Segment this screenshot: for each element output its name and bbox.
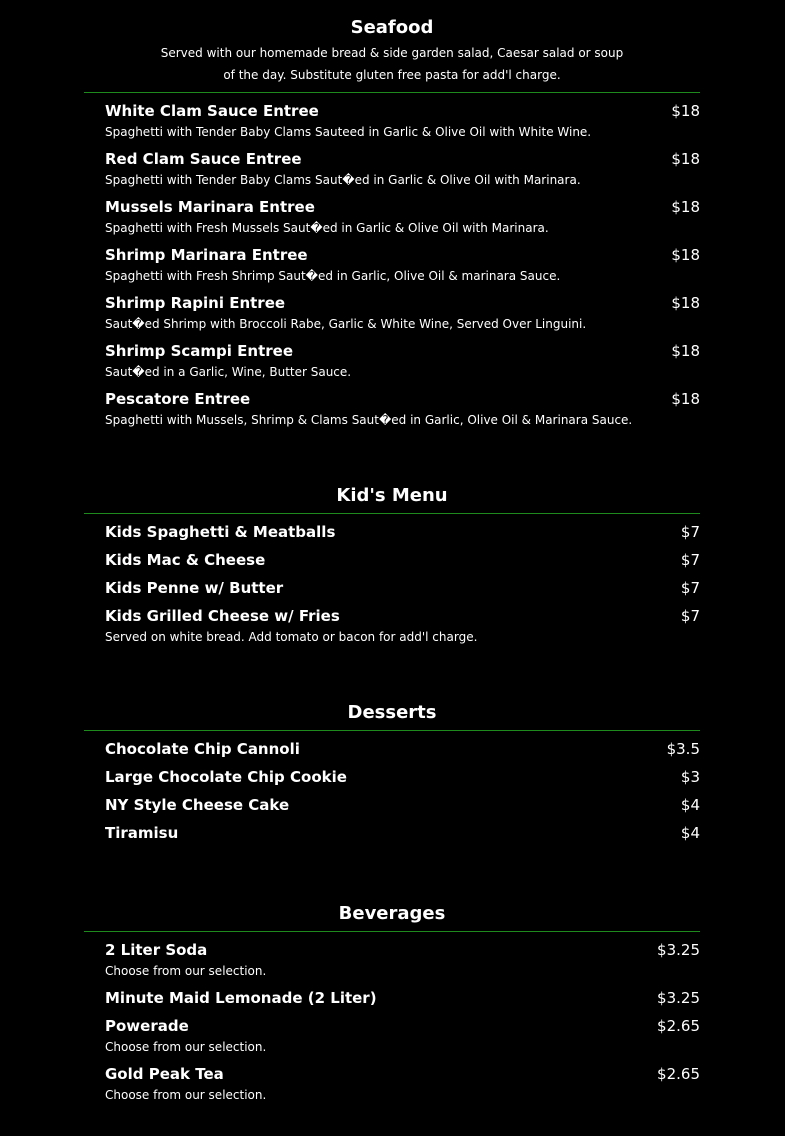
menu-item: [84, 819, 700, 847]
menu-item: [84, 385, 700, 429]
section-kids-menu: [84, 461, 700, 646]
item-description: Choose from our selection.: [105, 1040, 267, 1054]
section-title: Beverages: [338, 903, 446, 924]
menu: [84, 0, 700, 1136]
item-description: Spaghetti with Fresh Shrimp Saut�ed in Garlic, Olive Oil & marinara Sauce.: [105, 269, 561, 283]
menu-item: [84, 791, 700, 819]
item-name: Gold Peak Tea: [105, 1065, 224, 1083]
item-name: 2 Liter Soda: [105, 941, 208, 959]
item-name: Kids Grilled Cheese w/ Fries: [105, 607, 340, 625]
menu-item: [84, 984, 700, 1012]
item-price: $3.25: [657, 941, 700, 959]
item-description: Saut�ed Shrimp with Broccoli Rabe, Garlic & White Wine, Served Over Linguini.: [105, 317, 587, 331]
section-divider: [84, 931, 700, 932]
item-price: $18: [671, 246, 700, 264]
item-description: Spaghetti with Fresh Mussels Saut�ed in Garlic & Olive Oil with Marinara.: [105, 221, 549, 235]
menu-item: [84, 735, 700, 763]
section-title: Desserts: [347, 702, 437, 723]
section-description: Served with our homemade bread & side garden salad, Caesar salad or soup of the day. Substitute gluten free pasta for add'l charge.: [160, 46, 624, 82]
item-description: Choose from our selection.: [105, 964, 267, 978]
item-price: $7: [680, 551, 700, 569]
item-price: $7: [680, 579, 700, 597]
item-name: Mussels Marinara Entree: [105, 198, 315, 216]
item-name: Minute Maid Lemonade (2 Liter): [105, 989, 377, 1007]
item-price: $7: [680, 523, 700, 541]
section-divider: [84, 513, 700, 514]
section-title: Seafood: [350, 17, 434, 38]
menu-item: [84, 193, 700, 237]
item-name: Powerade: [105, 1017, 189, 1035]
item-name: Kids Spaghetti & Meatballs: [105, 523, 336, 541]
menu-item: [84, 145, 700, 189]
item-price: $18: [671, 342, 700, 360]
item-description: Served on white bread. Add tomato or bacon for add'l charge.: [105, 630, 478, 644]
menu-item: [84, 241, 700, 285]
item-name: Shrimp Rapini Entree: [105, 294, 286, 312]
item-name: Kids Mac & Cheese: [105, 551, 266, 569]
item-price: $3.5: [666, 740, 700, 758]
item-price: $4: [680, 796, 700, 814]
menu-item: [84, 1060, 700, 1104]
section-beverages: [84, 879, 700, 1104]
menu-item: [84, 337, 700, 381]
item-description: Choose from our selection.: [105, 1088, 267, 1102]
item-name: Tiramisu: [105, 824, 179, 842]
menu-item: [84, 1012, 700, 1056]
item-name: Shrimp Marinara Entree: [105, 246, 308, 264]
item-name: Red Clam Sauce Entree: [105, 150, 302, 168]
item-price: $7: [680, 607, 700, 625]
item-description: Spaghetti with Tender Baby Clams Saut�ed in Garlic & Olive Oil with Marinara.: [105, 173, 581, 187]
item-name: Pescatore Entree: [105, 390, 251, 408]
item-price: $18: [671, 390, 700, 408]
item-price: $3: [680, 768, 700, 786]
item-name: Large Chocolate Chip Cookie: [105, 768, 347, 786]
item-price: $18: [671, 294, 700, 312]
item-name: Shrimp Scampi Entree: [105, 342, 293, 360]
section-title: Kid's Menu: [336, 485, 448, 506]
item-name: White Clam Sauce Entree: [105, 102, 319, 120]
menu-item: [84, 518, 700, 546]
menu-item: [84, 763, 700, 791]
item-price: $18: [671, 198, 700, 216]
item-name: Chocolate Chip Cannoli: [105, 740, 300, 758]
item-price: $3.25: [657, 989, 700, 1007]
item-price: $4: [680, 824, 700, 842]
menu-item: [84, 602, 700, 646]
section-seafood: [84, 0, 700, 429]
menu-item: [84, 97, 700, 141]
item-name: Kids Penne w/ Butter: [105, 579, 284, 597]
section-desserts: [84, 678, 700, 847]
menu-item: [84, 289, 700, 333]
menu-item: [84, 546, 700, 574]
item-price: $18: [671, 102, 700, 120]
item-price: $2.65: [657, 1017, 700, 1035]
item-price: $18: [671, 150, 700, 168]
item-description: Spaghetti with Mussels, Shrimp & Clams Saut�ed in Garlic, Olive Oil & Marinara Sauce.: [105, 413, 633, 427]
item-price: $2.65: [657, 1065, 700, 1083]
item-description: Saut�ed in a Garlic, Wine, Butter Sauce.: [105, 365, 352, 379]
menu-item: [84, 574, 700, 602]
item-description: Spaghetti with Tender Baby Clams Sauteed in Garlic & Olive Oil with White Wine.: [105, 125, 592, 139]
section-divider: [84, 730, 700, 731]
section-divider: [84, 92, 700, 93]
item-name: NY Style Cheese Cake: [105, 796, 290, 814]
menu-item: [84, 936, 700, 980]
